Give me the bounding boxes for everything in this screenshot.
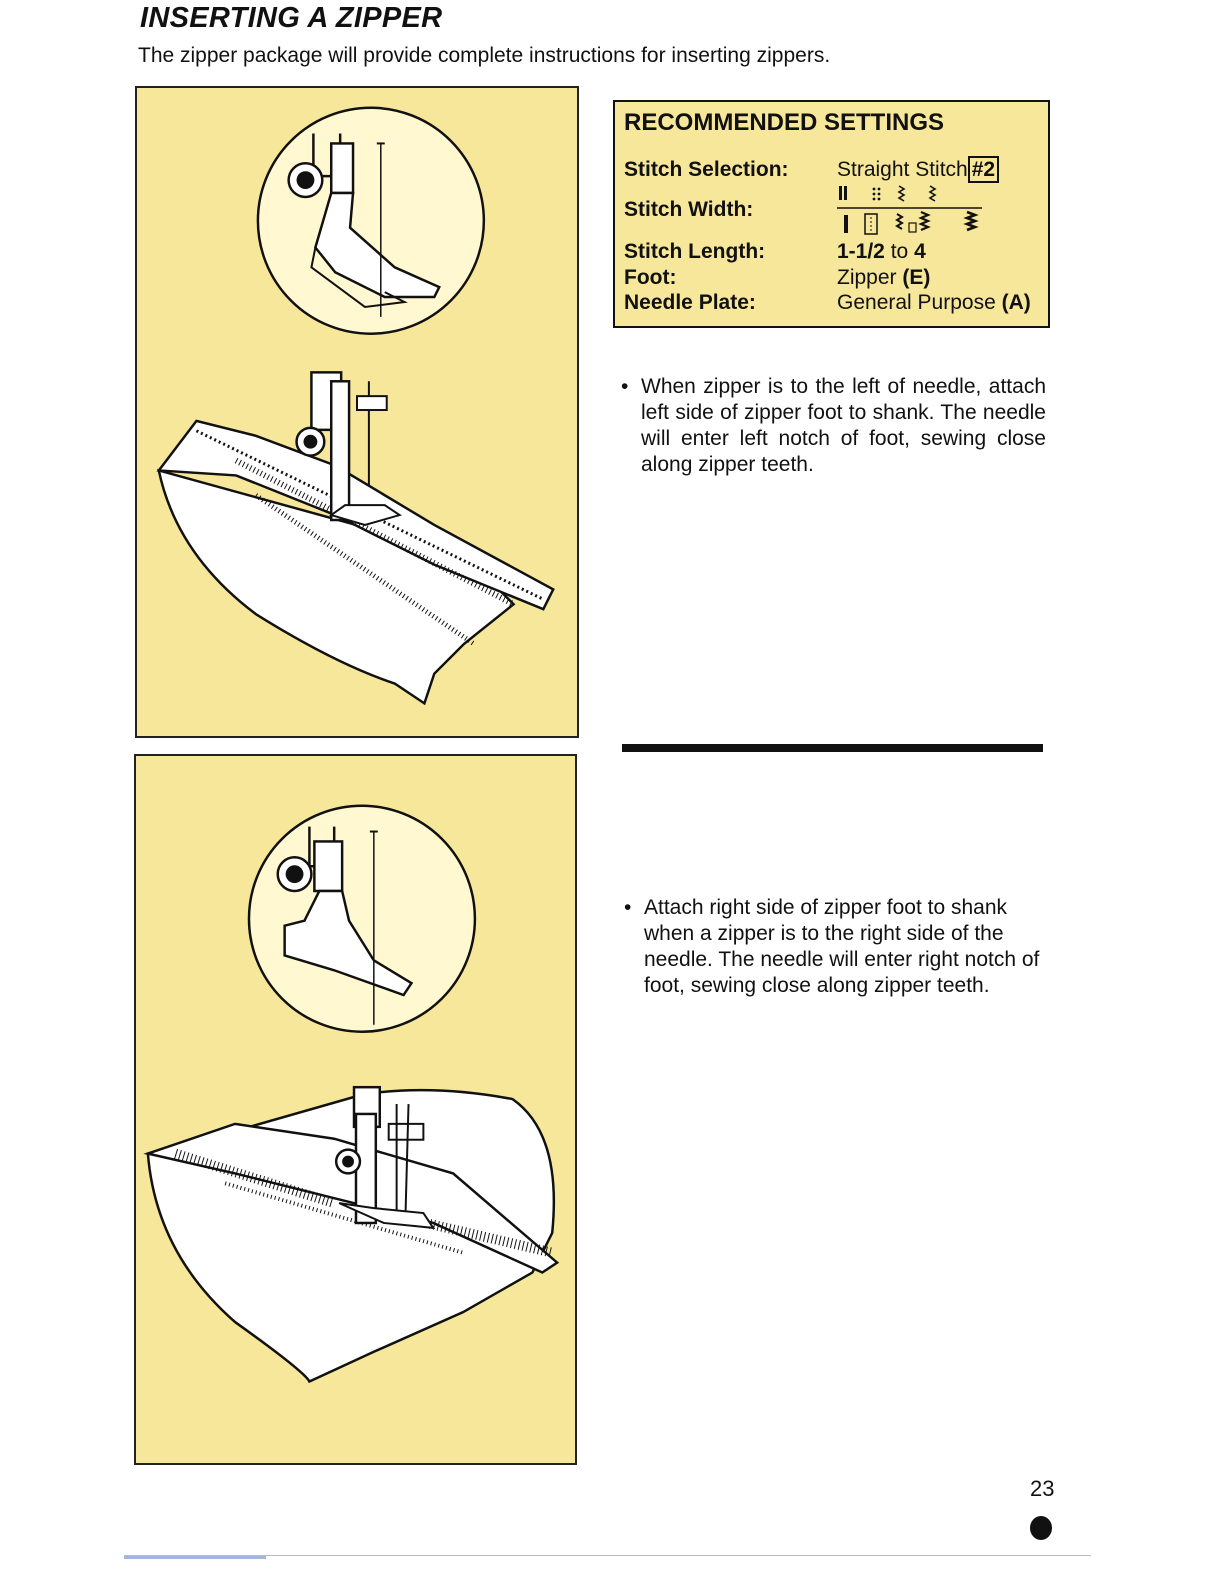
foot-value	[837, 266, 930, 290]
zipper-left-drawing-icon	[137, 88, 577, 736]
instruction-left-zipper	[621, 374, 1046, 478]
stitch-length-label: Stitch Length:	[624, 240, 766, 263]
stitch-length-max: 4	[914, 240, 926, 263]
stitch-number-badge: #2	[968, 156, 999, 183]
foot-text: Zipper	[837, 266, 903, 289]
instruction-right-zipper	[624, 895, 1049, 999]
recommended-settings-box	[613, 100, 1050, 328]
instruction-text: Attach right side of zipper foot to shank when a zipper is to the right side of the needle. The needle will enter right notch of foot, sewing close along zipper teeth.	[644, 896, 1040, 997]
needle-plate-text: General Purpose	[837, 291, 1002, 314]
footer-mark	[124, 1556, 266, 1559]
needle-plate-code: (A)	[1001, 291, 1031, 314]
page-title: INSERTING A ZIPPER	[140, 2, 443, 34]
needle-plate-label: Needle Plate:	[624, 291, 756, 314]
zipper-foot-right-illustration	[134, 754, 577, 1465]
settings-heading: RECOMMENDED SETTINGS	[624, 109, 945, 136]
bullet-icon: •	[621, 375, 629, 398]
page-number: 23	[1030, 1476, 1055, 1501]
section-divider	[622, 744, 1043, 752]
page-dot-icon	[1030, 1516, 1052, 1540]
stitch-length-value	[837, 240, 926, 264]
instruction-text: When zipper is to the left of needle, attach left side of zipper foot to shank. The needle will enter left notch of foot, sewing close along zipper teeth.	[641, 375, 1046, 476]
bullet-icon: •	[624, 896, 632, 919]
foot-label: Foot:	[624, 266, 677, 289]
zipper-foot-left-illustration	[135, 86, 579, 738]
stitch-selection-value	[837, 158, 999, 182]
stitch-length-min: 1-1/2	[837, 240, 885, 263]
intro-text: The zipper package will provide complete instructions for inserting zippers.	[138, 44, 831, 67]
stitch-length-to: to	[884, 240, 915, 263]
stitch-width-symbols-icon	[837, 206, 1007, 236]
needle-plate-value	[837, 291, 1031, 315]
foot-code: (E)	[902, 266, 931, 289]
stitch-selection-text: Straight Stitch	[837, 158, 968, 181]
stitch-selection-label: Stitch Selection:	[624, 158, 789, 181]
stitch-width-label: Stitch Width:	[624, 198, 754, 221]
stitch-width-symbols-top-icon	[837, 184, 987, 204]
footer-line	[124, 1555, 1091, 1556]
zipper-right-drawing-icon	[136, 756, 575, 1463]
